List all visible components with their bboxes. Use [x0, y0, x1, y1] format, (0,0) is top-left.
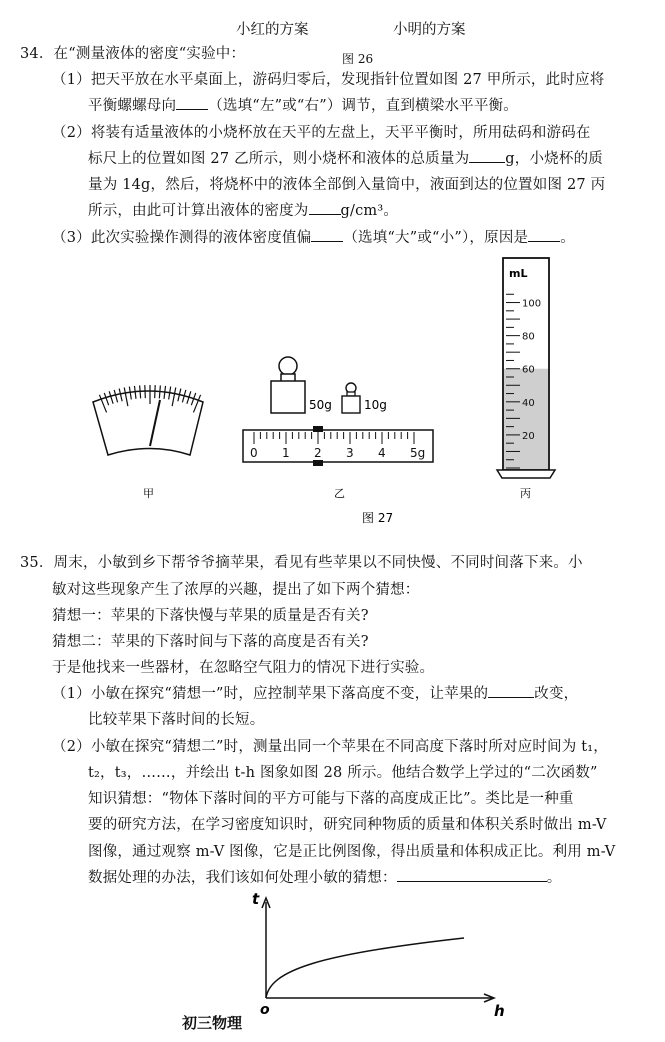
rider-bottom: [313, 460, 323, 466]
dial-tick: [140, 385, 141, 398]
scale-label: 0: [250, 446, 258, 460]
q34-p3-mid: （选填“大”或“小”），原因是: [343, 230, 529, 246]
q35-l13: [88, 866, 561, 887]
weight-50g-label: 50g: [309, 398, 332, 412]
rider-top: [313, 426, 323, 432]
cylinder-unit: mL: [509, 267, 528, 280]
q34-p2a: （2）将装有适量液体的小烧杯放在天平的左盘上，天平平衡时，所用砝码和游码在: [52, 125, 591, 141]
answer-blank: [469, 149, 505, 163]
figure-28: [230, 888, 520, 1028]
scale-label: 1: [282, 446, 290, 460]
dial-tick: [124, 387, 128, 406]
balance-pointer: [150, 400, 160, 446]
dial-tick: [114, 390, 117, 403]
dial-tick: [134, 386, 135, 399]
measuring-cylinder: [497, 258, 555, 478]
label-yi: 乙: [334, 487, 345, 500]
weight-50g: [271, 357, 305, 413]
answer-blank: [397, 868, 547, 882]
answer-blank: [311, 228, 343, 242]
q35-l9: t₂，t₃，……，并绘出 t-h 图象如图 28 所示。他结合数学上学过的“二次函数”: [88, 765, 598, 781]
t-h-curve: [266, 938, 464, 998]
q35-l13-pre: 数据处理的办法，我们该如何处理小敏的猜想：: [88, 870, 397, 886]
caption-fig26: 图 26: [342, 52, 374, 66]
figure-27: [0, 250, 665, 540]
h-axis-label: h: [494, 1002, 505, 1020]
origin-label: o: [260, 1002, 270, 1018]
t-axis-label: t: [252, 890, 260, 908]
q34-p1b: [88, 94, 518, 115]
q34-p2b-pre: 标尺上的位置如图 27 乙所示，则小烧杯和液体的总质量为: [88, 151, 470, 167]
label-bing: 丙: [520, 487, 531, 500]
balance-dial: [93, 385, 203, 455]
weight-10g: [342, 383, 360, 413]
scale-label: 2: [314, 446, 322, 460]
scale-label: 3: [346, 446, 354, 460]
answer-blank: [176, 96, 208, 110]
q35-l7: 比较苹果下落时间的长短。: [88, 712, 265, 728]
answer-blank: [309, 201, 341, 215]
weight-10g-label: 10g: [364, 398, 387, 412]
dial-tick: [119, 389, 122, 402]
q34-p1a: （1）把天平放在水平桌面上，游码归零后，发现指针位置如图 27 甲所示，此时应将: [52, 72, 605, 88]
dial-tick: [129, 387, 131, 400]
q35-l11: 要的研究方法，在学习密度知识时，研究同种物质的质量和体积关系时做出 m-V: [88, 817, 607, 833]
cylinder-label: 80: [522, 331, 535, 343]
q35-l6-post: 改变，: [534, 686, 579, 702]
q34-p2d-pre: 所示，由此可计算出液体的密度为: [88, 203, 309, 219]
cylinder-label: 20: [522, 430, 535, 442]
beam-scale: [243, 430, 433, 462]
q34-p2b: [88, 147, 603, 168]
q35-l6-pre: （1）小敏在探究“猜想一”时，应控制苹果下落高度不变，让苹果的: [52, 686, 489, 702]
cylinder-label: 40: [522, 397, 535, 409]
q34-p2d: [88, 199, 398, 220]
q35-l8: （2）小敏在探究“猜想二”时，测量出同一个苹果在不同高度下落时所对应时间为 t₁，: [52, 739, 608, 755]
caption-xiaohong: 小红的方案: [236, 22, 309, 38]
q34-intro: 34．在“测量液体的密度“实验中：: [20, 46, 246, 62]
q34-p2b-post: g，小烧杯的质: [505, 151, 603, 167]
dial-tick: [159, 385, 160, 398]
cylinder-label: 60: [522, 364, 535, 376]
q34-p3-post: 。: [560, 230, 575, 246]
footer-label: 初三物理: [182, 1014, 243, 1032]
answer-blank: [488, 684, 534, 698]
dial-tick: [109, 391, 113, 403]
scale-label: 5g: [410, 446, 426, 460]
q35-l1: 35．周末，小敏到乡下帮爷爷摘苹果，看见有些苹果以不同快慢、不同时间落下来。小: [20, 555, 583, 571]
q35-l3: 猜想一：苹果的下落快慢与苹果的质量是否有关?: [52, 608, 369, 624]
caption-xiaoming: 小明的方案: [393, 22, 466, 38]
dial-ticks: [99, 385, 200, 412]
q35-l4: 猜想二：苹果的下落时间与下落的高度是否有关?: [52, 634, 369, 650]
caption-fig27: 图 27: [362, 511, 394, 525]
q34-p2c: 量为 14g，然后，将烧杯中的液体全部倒入量筒中，液面到达的位置如图 27 丙: [88, 177, 606, 193]
dial-tick: [104, 393, 108, 405]
cylinder-liquid: [504, 369, 548, 469]
q35-l5: 于是他找来一些器材，在忽略空气阻力的情况下进行实验。: [52, 660, 435, 676]
answer-blank: [528, 228, 560, 242]
q34-p3-pre: （3）此次实验操作测得的液体密度值偏: [52, 230, 312, 246]
q35-l13-post: 。: [546, 870, 562, 886]
q35-l12: 图像，通过观察 m-V 图像，它是正比例图像，得出质量和体积成正比。利用 m-V: [88, 844, 616, 860]
dial-tick: [172, 387, 176, 406]
dial-tick: [164, 386, 165, 399]
q35-l6: [52, 682, 578, 703]
q34-p2d-post: g/cm³。: [340, 203, 399, 219]
q34-p3: [52, 226, 575, 247]
q35-l2: 敏对这些现象产生了浓厚的兴趣，提出了如下两个猜想：: [52, 582, 420, 598]
q34-p1b-post: （选填“左”或“右”）调节，直到横梁水平平衡。: [208, 98, 518, 114]
scale-label: 4: [378, 446, 386, 460]
cylinder-label: 100: [522, 298, 542, 310]
q34-p1b-pre: 平衡螺螺母向: [88, 98, 177, 114]
q35-l10: 知识猜想：“物体下落时间的平方可能与下落的高度成正比”。类比是一种重: [88, 791, 574, 807]
label-jia: 甲: [143, 487, 154, 500]
